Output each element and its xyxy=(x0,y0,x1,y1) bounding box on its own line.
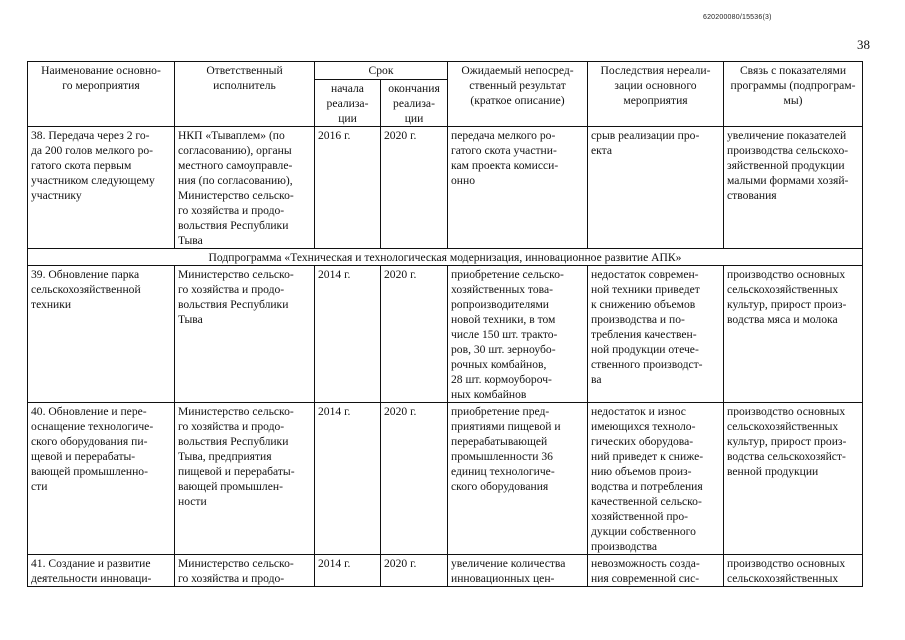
cell-line: кам проекта комисси- xyxy=(451,159,559,172)
cell-line: приобретение пред- xyxy=(451,405,550,418)
cell-line: числе 150 шт. тракто- xyxy=(451,328,558,341)
row38-end: 2020 г. xyxy=(381,127,448,249)
cell-line: срыв реализации про- xyxy=(591,129,700,142)
table-row xyxy=(28,403,863,555)
cell-line: сельскохозяйственных xyxy=(727,283,839,296)
cell-line: вольствия Республики xyxy=(178,219,289,232)
row41-consequences xyxy=(588,555,724,587)
cell-line: согласованию), органы xyxy=(178,144,292,157)
cell-line: Последствия нереали- xyxy=(600,64,711,77)
header-row xyxy=(28,62,863,80)
row40-consequences xyxy=(588,403,724,555)
cell-line: производства сельскохо- xyxy=(727,144,849,157)
cell-line: сельскохозяйственных xyxy=(727,572,839,585)
cell-line: имеющихся техноло- xyxy=(591,420,696,433)
cell-line: ва xyxy=(591,373,602,386)
cell-line: культур, прирост произ- xyxy=(727,435,847,448)
row41-end: 2020 г. xyxy=(381,555,448,587)
cell-line: сти xyxy=(31,480,48,493)
header-result xyxy=(448,62,588,127)
cell-line: ственный результат xyxy=(469,79,566,92)
cell-line: инновационных цен- xyxy=(451,572,555,585)
cell-line: ского оборудования пи- xyxy=(31,435,148,448)
row40-end: 2020 г. xyxy=(381,403,448,555)
cell-line: начала xyxy=(331,82,364,95)
cell-line: Министерство сельско- xyxy=(178,268,294,281)
cell-line: техники xyxy=(31,298,72,311)
cell-line: участнику xyxy=(31,189,82,202)
cell-line: оснащение технологиче- xyxy=(31,420,154,433)
table-row xyxy=(28,127,863,249)
cell-line: промышленности 36 xyxy=(451,450,553,463)
cell-line: 28 шт. кормоубороч- xyxy=(451,373,552,386)
header-link xyxy=(724,62,863,127)
cell-line: дукции собственного xyxy=(591,525,696,538)
cell-line: вольствия Республики xyxy=(178,435,289,448)
cell-line: го хозяйства и продо- xyxy=(178,420,285,433)
cell-line: го мероприятия xyxy=(62,79,140,92)
cell-line: Министерство сельско- xyxy=(178,189,294,202)
cell-line: к снижению объемов xyxy=(591,298,696,311)
cell-line: исполнитель xyxy=(213,79,276,92)
cell-line: ности xyxy=(178,495,207,508)
cell-line: водства мяса и молока xyxy=(727,313,838,326)
cell-line: венной продукции xyxy=(727,465,819,478)
cell-line: ния (по согласованию), xyxy=(178,174,293,187)
cell-line: пищевой и перерабаты- xyxy=(178,465,295,478)
cell-line: требления качествен- xyxy=(591,328,697,341)
cell-line: 40. Обновление и пере- xyxy=(31,405,147,418)
cell-line: НКП «Тываплем» (по xyxy=(178,129,285,142)
cell-line: Ожидаемый непосред- xyxy=(461,64,574,77)
cell-line: ной продукции отече- xyxy=(591,343,699,356)
header-start xyxy=(315,80,381,127)
cell-line: приобретение сельско- xyxy=(451,268,564,281)
header-name xyxy=(28,62,175,127)
row40-start: 2014 г. xyxy=(315,403,381,555)
cell-line: онно xyxy=(451,174,476,187)
cell-line: го хозяйства и продо- xyxy=(178,572,285,585)
cell-line: производство основных xyxy=(727,268,846,281)
cell-line: екта xyxy=(591,144,612,157)
cell-line: водства сельскохозяйст- xyxy=(727,450,846,463)
subprogram-title: Подпрограмма «Техническая и технологическая модернизация, инновационное развитие АПК» xyxy=(28,249,863,266)
row41-executor xyxy=(175,555,315,587)
row39-consequences xyxy=(588,266,724,403)
row39-executor xyxy=(175,266,315,403)
cell-line: мы) xyxy=(783,94,803,107)
row40-link xyxy=(724,403,863,555)
cell-line: мероприятия xyxy=(623,94,688,107)
cell-line: производства и по- xyxy=(591,313,685,326)
cell-line: ции xyxy=(338,112,357,125)
cell-line: приятиями пищевой и xyxy=(451,420,561,433)
cell-line: увеличение показателей xyxy=(727,129,847,142)
cell-line: ственного производст- xyxy=(591,358,703,371)
cell-line: культур, прирост произ- xyxy=(727,298,847,311)
table-row xyxy=(28,266,863,403)
row38-start: 2016 г. xyxy=(315,127,381,249)
row38-result xyxy=(448,127,588,249)
cell-line: ния современной сис- xyxy=(591,572,700,585)
page-number: 38 xyxy=(857,37,870,52)
cell-line: ского оборудования xyxy=(451,480,549,493)
cell-line: Тыва, предприятия xyxy=(178,450,272,463)
cell-line: ний приведет к сниже- xyxy=(591,450,704,463)
cell-line: зации основного xyxy=(614,79,697,92)
cell-line: увеличение количества xyxy=(451,557,566,570)
row40-name xyxy=(28,403,175,555)
row38-consequences xyxy=(588,127,724,249)
cell-line: гатого скота участни- xyxy=(451,144,557,157)
header-end xyxy=(381,80,448,127)
cell-line: вольствия Республики xyxy=(178,298,289,311)
cell-line: недостаток и износ xyxy=(591,405,686,418)
cell-line: малыми формами хозяй- xyxy=(727,174,849,187)
row39-start: 2014 г. xyxy=(315,266,381,403)
cell-line: (краткое описание) xyxy=(470,94,565,107)
cell-line: Связь с показателями xyxy=(739,64,847,77)
row41-link xyxy=(724,555,863,587)
cell-line: деятельности инноваци- xyxy=(31,572,152,585)
cell-line: ции xyxy=(404,112,424,125)
cell-line: ной техники приведет xyxy=(591,283,700,296)
cell-line: единиц технологиче- xyxy=(451,465,555,478)
cell-line: ропроизводителями xyxy=(451,298,550,311)
header-term: Срок xyxy=(315,62,448,80)
cell-line: вающей промышленно- xyxy=(31,465,148,478)
subprogram-row xyxy=(28,249,863,266)
row41-start: 2014 г. xyxy=(315,555,381,587)
cell-line: нию объемов произ- xyxy=(591,465,692,478)
cell-line: 39. Обновление парка xyxy=(31,268,140,281)
row39-result xyxy=(448,266,588,403)
cell-line: окончания xyxy=(388,82,440,95)
cell-line: гатого скота первым xyxy=(31,159,132,172)
cell-line: хозяйственных това- xyxy=(451,283,553,296)
cell-line: местного самоуправле- xyxy=(178,159,293,172)
cell-line: производство основных xyxy=(727,557,846,570)
cell-line: новой техники, в том xyxy=(451,313,556,326)
cell-line: гических оборудова- xyxy=(591,435,694,448)
cell-line: Ответственный xyxy=(206,64,283,77)
table-row xyxy=(28,555,863,587)
cell-line: рочных комбайнов, xyxy=(451,358,547,371)
cell-line: Тыва xyxy=(178,234,203,247)
cell-line: хозяйственной про- xyxy=(591,510,689,523)
cell-line: производство основных xyxy=(727,405,846,418)
cell-line: сельскохозяйственных xyxy=(727,420,839,433)
document-code: 620200080/15536(3) xyxy=(703,14,772,21)
cell-line: ствования xyxy=(727,189,777,202)
cell-line: Министерство сельско- xyxy=(178,557,294,570)
row39-link xyxy=(724,266,863,403)
cell-line: программы (подпрограм- xyxy=(730,79,856,92)
cell-line: недостаток современ- xyxy=(591,268,699,281)
cell-line: участником следующему xyxy=(31,174,155,187)
activities-table xyxy=(27,61,863,587)
cell-line: Наименование основно- xyxy=(41,64,161,77)
cell-line: щевой и перерабаты- xyxy=(31,450,136,463)
cell-line: зяйственной продукции xyxy=(727,159,845,172)
cell-line: передача мелкого ро- xyxy=(451,129,556,142)
header-executor xyxy=(175,62,315,127)
cell-line: производства xyxy=(591,540,658,553)
cell-line: перерабатывающей xyxy=(451,435,548,448)
row39-name xyxy=(28,266,175,403)
row41-result xyxy=(448,555,588,587)
row39-end: 2020 г. xyxy=(381,266,448,403)
row38-link xyxy=(724,127,863,249)
row40-result xyxy=(448,403,588,555)
row38-executor xyxy=(175,127,315,249)
cell-line: сельскохозяйственной xyxy=(31,283,141,296)
cell-line: да 200 голов мелкого ро- xyxy=(31,144,154,157)
cell-line: ных комбайнов xyxy=(451,388,527,401)
cell-line: Министерство сельско- xyxy=(178,405,294,418)
cell-line: го хозяйства и продо- xyxy=(178,204,285,217)
row41-name xyxy=(28,555,175,587)
cell-line: Тыва xyxy=(178,313,203,326)
cell-line: го хозяйства и продо- xyxy=(178,283,285,296)
cell-line: 38. Передача через 2 го- xyxy=(31,129,150,142)
cell-line: водства и потребления xyxy=(591,480,703,493)
cell-line: качественной сельско- xyxy=(591,495,702,508)
cell-line: 41. Создание и развитие xyxy=(31,557,151,570)
row38-name xyxy=(28,127,175,249)
header-consequences xyxy=(588,62,724,127)
cell-line: реализа- xyxy=(393,97,435,110)
cell-line: невозможность созда- xyxy=(591,557,700,570)
row40-executor xyxy=(175,403,315,555)
cell-line: вающей промышлен- xyxy=(178,480,283,493)
cell-line: ров, 30 шт. зерноубо- xyxy=(451,343,556,356)
cell-line: реализа- xyxy=(326,97,369,110)
